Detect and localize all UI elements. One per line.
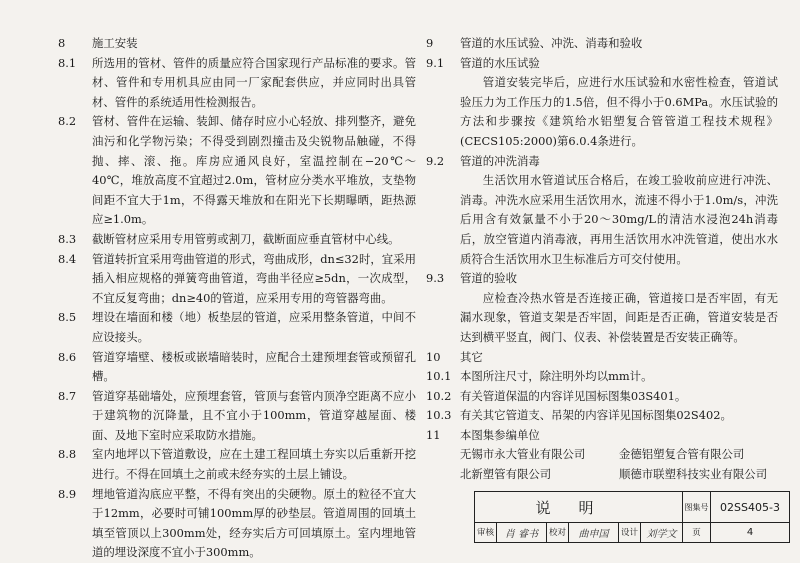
right-column [426, 34, 778, 485]
clause-8-1 [58, 54, 416, 113]
clause-9-3-body [426, 289, 778, 348]
clause-title: 管道的冲洗消毒 [460, 153, 540, 168]
clause-10-2 [426, 387, 778, 407]
clause-text: 生活饮用水管道试压合格后，在竣工验收前应进行冲洗、消毒。冲洗水应采用生活饮用水，流速不得小于1.0m/s，冲洗后用含有效氯量不小于20～30mg/L的清洁水浸泡24h消毒后，放空管道内消毒液，再用生活饮用水冲洗管道，使出水水质符合生活饮用水卫生标准后方可交付使用。 [460, 173, 778, 266]
clause-8-3 [58, 230, 416, 250]
section-number: 10 [426, 349, 441, 364]
participant-unit: 金德铝塑复合管有限公司 [619, 447, 745, 462]
check-label: 校对 [547, 522, 569, 542]
clause-text: 所选用的管材、管件的质量应符合国家现行产品标准的要求。管材、管件和专用机具应由同一厂家配套供应，并应同时出具管材、管件的系统适用性检测报告。 [92, 55, 416, 109]
section-8-heading [58, 34, 416, 54]
clause-8-2 [58, 112, 416, 230]
section-title: 管道的水压试验、冲洗、消毒和验收 [460, 36, 643, 50]
design-signature: 刘学文 [641, 522, 683, 542]
participant-unit: 北新塑管有限公司 [460, 467, 552, 482]
participant-row [426, 465, 778, 485]
clause-text: 埋地管道沟底应平整，不得有突出的尖硬物。原土的粒径不宜大于12mm，必要时可铺100mm厚的砂垫层。管道周围的回填土填至管顶以上300mm处，经夯实后方可回填原土。室内埋地管道的埋设深度不宜小于300mm。 [92, 486, 416, 560]
clause-text: 截断管材应采用专用管剪或割刀，截断面应垂直管材中心线。 [92, 231, 400, 246]
participant-unit: 顺德市联塑科技实业有限公司 [619, 467, 768, 482]
design-label: 设计 [619, 522, 641, 542]
atlas-label: 图集号 [683, 492, 711, 522]
clause-number: 8.9 [58, 486, 77, 501]
section-number: 11 [426, 427, 441, 442]
clause-number: 10.1 [426, 369, 452, 384]
title-block-row-1 [475, 492, 789, 523]
participant-row [426, 445, 778, 465]
atlas-number: 02SS405-3 [720, 500, 780, 514]
clause-text: 管道穿墙壁、楼板或嵌墙暗装时，应配合土建预埋套管或预留孔槽。 [92, 349, 416, 384]
clause-text: 本图所注尺寸，除注明外均以mm计。 [460, 369, 653, 384]
clause-text: 应检查冷热水管是否连接正确，管道接口是否牢固，有无漏水现象，管道支架是否牢固，间距是否正确，管道安装是否达到横平竖直，阀门、仪表、补偿装置是否安装正确等。 [460, 290, 778, 344]
section-number: 9 [426, 36, 434, 50]
clause-number: 8.4 [58, 251, 77, 266]
clause-number: 8.1 [58, 55, 77, 70]
clause-text: 管材、管件在运输、装卸、储存时应小心轻放、排列整齐，避免油污和化学物污染；不得受到剧烈撞击及尖锐物品触碰，不得抛、摔、滚、拖。库房应通风良好，室温控制在−20℃～40℃，堆放高度不宜超过2.0m，管材应分类水平堆放，支垫物间距不宜大于1m，不得露天堆放和在阳光下长期曝晒，距热源应≥1.0m。 [92, 114, 416, 227]
clause-8-9 [58, 485, 416, 563]
clause-number: 8.5 [58, 310, 77, 325]
title-block [474, 491, 790, 543]
clause-text: 有关管道保温的内容详见国标图集03S401。 [460, 388, 687, 403]
section-title: 其它 [460, 349, 483, 364]
clause-number: 8.3 [58, 231, 77, 246]
clause-number: 8.2 [58, 114, 77, 129]
clause-text: 室内地坪以下管道敷设，应在土建工程回填土夯实以后重新开挖进行。不得在回填土之前或未经夯实的土层上铺设。 [92, 447, 416, 482]
section-title: 本图集参编单位 [460, 427, 540, 442]
clause-9-3-heading [426, 269, 778, 289]
clause-8-6 [58, 348, 416, 387]
clause-number: 8.7 [58, 388, 77, 403]
clause-number: 9.3 [426, 271, 445, 286]
clause-number: 8.8 [58, 447, 77, 462]
section-9-heading [426, 34, 778, 54]
section-title: 施工安装 [92, 36, 138, 50]
clause-10-3 [426, 406, 778, 426]
clause-number: 10.3 [426, 408, 452, 423]
participant-unit: 无锡市永大管业有限公司 [460, 447, 586, 462]
clause-text: 管道安装完毕后，应进行水压试验和水密性检查，管道试验压力为工作压力的1.5倍，但不得小于0.6MPa。水压试验的方法和步骤按《建筑给水铝塑复合管管道工程技术规程》(CECS105:2000)第6.0.4条进行。 [460, 75, 778, 148]
sheet-title: 说明 [475, 492, 683, 522]
page-label: 页 [683, 522, 711, 542]
page-number: 4 [746, 526, 754, 538]
clause-number: 9.1 [426, 55, 445, 70]
review-signature: 肖 睿书 [497, 522, 547, 542]
clause-number: 9.2 [426, 153, 445, 168]
clause-8-7 [58, 387, 416, 446]
section-10-heading [426, 348, 778, 368]
clause-9-1-heading [426, 54, 778, 74]
clause-9-1-body [426, 73, 778, 151]
clause-number: 8.6 [58, 349, 77, 364]
section-11-heading [426, 426, 778, 446]
title-block-row-2 [475, 522, 789, 542]
clause-8-4 [58, 250, 416, 309]
review-label: 审核 [475, 522, 497, 542]
check-signature: 曲申国 [569, 522, 619, 542]
clause-title: 管道的验收 [460, 271, 517, 286]
clause-10-1 [426, 367, 778, 387]
clause-text: 管道穿基础墙处，应预埋套管，管顶与套管内顶净空距离不应小于建筑物的沉降量，且不宜小于100mm，管道穿越屋面、楼面、及地下室时应采取防水措施。 [92, 388, 416, 442]
clause-text: 有关其它管道支、吊架的内容详见国标图集02S402。 [460, 408, 732, 423]
clause-title: 管道的水压试验 [460, 55, 540, 70]
section-number: 8 [58, 36, 66, 50]
clause-text: 管道转折宜采用弯曲管道的形式，弯曲成形，dn≤32时，宜采用插入相应规格的弹簧弯曲管道，弯曲半径应≥5dn，一次成型，不宜反复弯曲；dn≥40的管道，应采用专用的弯管器弯曲。 [92, 251, 416, 305]
clause-8-8 [58, 445, 416, 484]
clause-text: 埋设在墙面和楼（地）板垫层的管道，应采用整条管道，中间不应设接头。 [92, 310, 416, 344]
clause-9-2-body [426, 171, 778, 269]
left-column [58, 34, 416, 563]
clause-8-5 [58, 308, 416, 347]
clause-9-2-heading [426, 152, 778, 172]
clause-number: 10.2 [426, 388, 452, 403]
